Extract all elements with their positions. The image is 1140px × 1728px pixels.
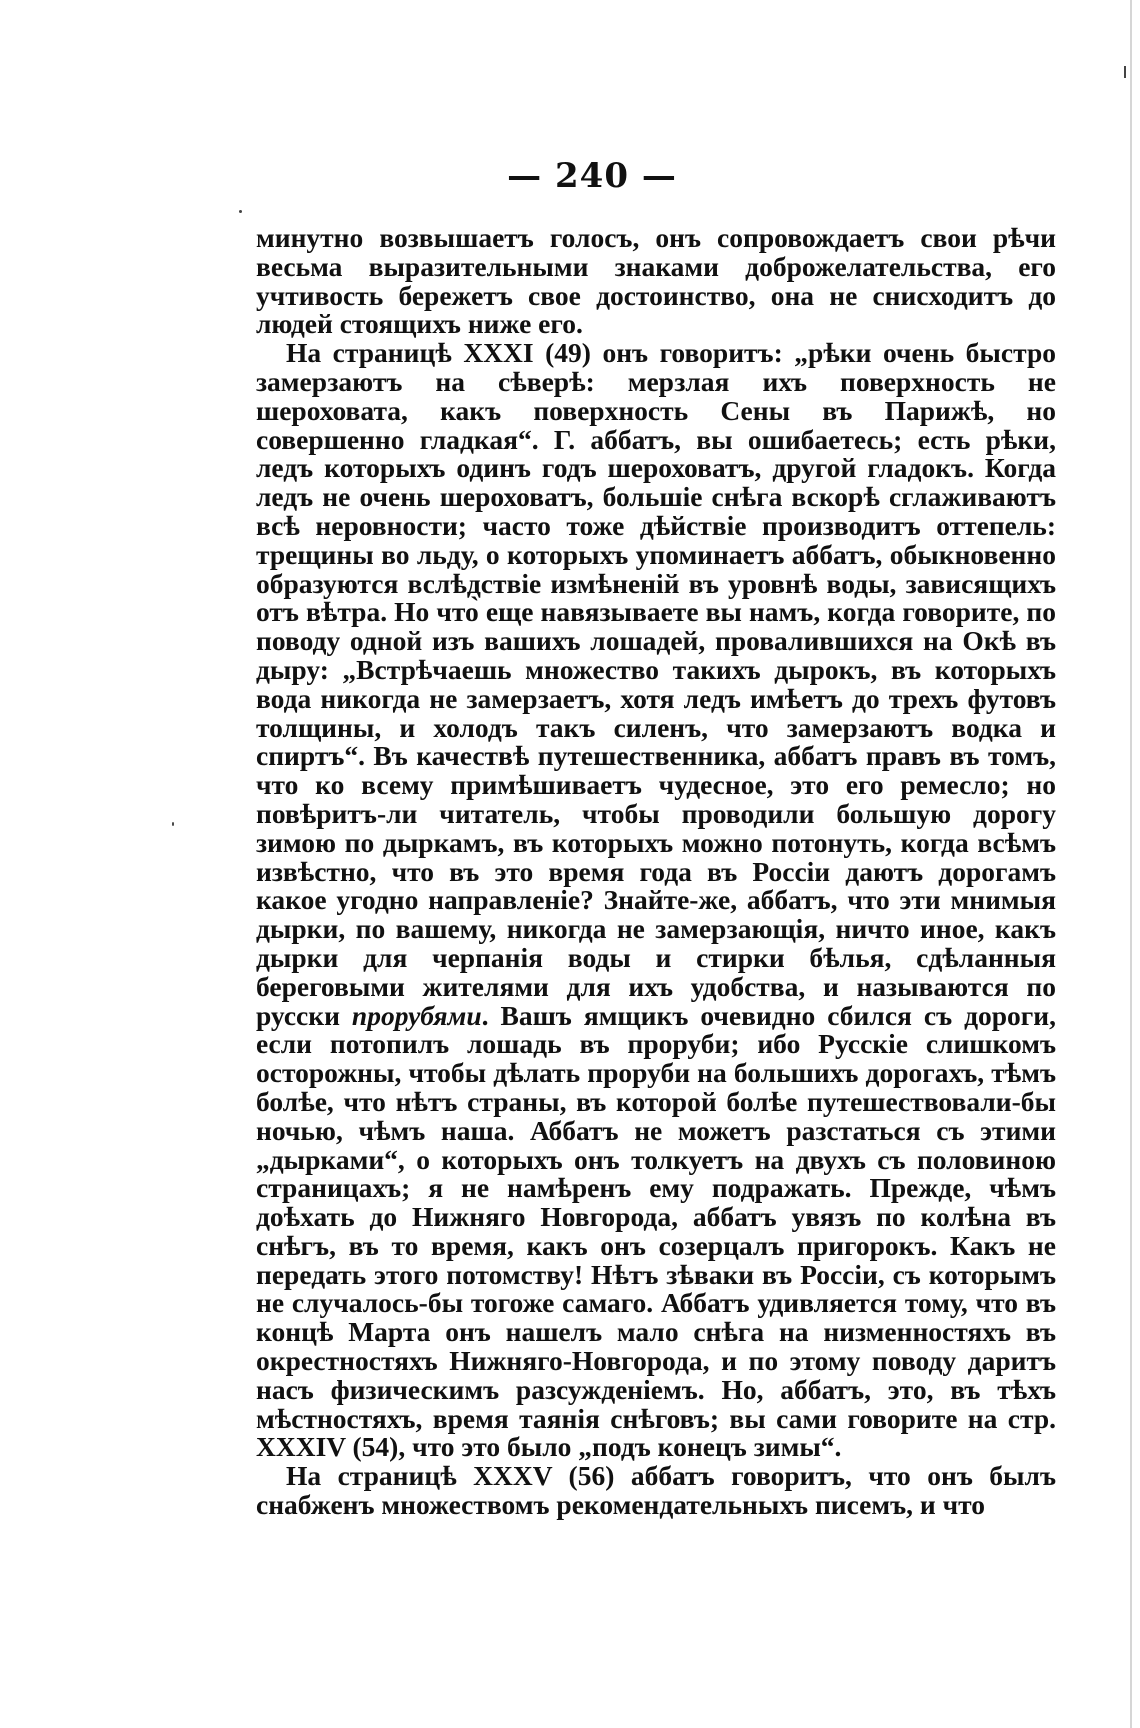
page-edge-shadow	[1130, 0, 1132, 1728]
paragraph-rivers	[256, 339, 1056, 1462]
paragraph-rivers-text-after: . Вашъ ямщикъ очевидно сбился съ дороги, если потопилъ лошадь въ проруби; ибо Русскіе слишкомъ осторожны, чтобы дѣлать проруби на большихъ дорогахъ, тѣмъ болѣе, что нѣтъ страны, въ которой болѣе путешествовали-бы ночью, чѣмъ наша. Аббатъ не можетъ разстаться съ этими „дырками“, о которыхъ онъ толкуетъ на двухъ съ половиною страницахъ; я не намѣренъ ему подражать. Прежде, чѣмъ доѣхать до Нижняго Новгорода, аббатъ увязъ по колѣна въ снѣгъ, въ то время, какъ онъ созерцалъ пригорокъ. Какъ не передать этого потомству! Нѣтъ зѣваки въ Россіи, съ которымъ не случалось-бы тогоже самаго. Аббатъ удивляется тому, что въ концѣ Марта онъ нашелъ мало снѣга на низменностяхъ въ окрестностяхъ Нижняго-Новгорода, и по этому поводу даритъ насъ физическимъ разсужденіемъ. Но, аббатъ, это, въ тѣхъ мѣстностяхъ, время таянія снѣговъ; вы сами говорите на стр. XXXIV (54), что это было „подъ конецъ зимы“.	[256, 999, 1057, 1463]
paragraph-letters: На страницѣ XXXV (56) аббатъ говоритъ, что онъ былъ снабженъ множествомъ рекомендательныхъ писемъ, и что	[256, 1460, 1056, 1521]
paragraph-rivers-text-before: На страницѣ XXXI (49) онъ говоритъ: „рѣки очень быстро замерзаютъ на сѣверѣ: мерзлая ихъ поверхность не шероховата, какъ поверхность Сены въ Парижѣ, но совершенно гладкая“. Г. аббатъ, вы ошибаетесь; есть рѣки, ледъ которыхъ одинъ годъ шероховатъ, другой гладокъ. Когда ледъ не очень шероховатъ, большіе снѣга вскорѣ сглаживаютъ всѣ неровности; часто тоже дѣйствіе производитъ оттепель: трещины во льду, о которыхъ упоминаетъ аббатъ, обыкновенно образуются вслѣдствіе измѣненій въ уровнѣ воды, зависящихъ отъ вѣтра. Но что̀ еще навязываете вы намъ, когда говорите, по поводу одной изъ вашихъ лошадей, провалившихся на Окѣ въ дыру: „Встрѣчаешь множество такихъ дырокъ, въ которыхъ вода никогда не замерзаетъ, хотя ледъ имѣетъ до трехъ футовъ толщины, и холодъ такъ силенъ, что замерзаютъ водка и спиртъ“. Въ качествѣ путешественника, аббатъ правъ въ томъ, что ко всему примѣшиваетъ чудесное, это его ремесло; но повѣритъ-ли читатель, чтобы проводили большую дорогу зимою по дыркамъ, въ которыхъ можно потонуть, когда всѣмъ извѣстно, что въ это время года въ Россіи даютъ дорогамъ какое угодно направленіе? Знайте-же, аббатъ, что эти мнимыя дырки, по вашему, никогда не замерзающія, ничто иное, какъ дырки для черпанія воды и стирки бѣлья, сдѣланныя береговыми жителями для ихъ удобства, и называются по русски	[256, 337, 1056, 1031]
body-text	[256, 224, 1056, 1520]
scan-speck	[172, 822, 174, 826]
emphasized-word: прорубями	[351, 999, 482, 1031]
scan-speck	[239, 210, 242, 213]
page-number: — 240 —	[507, 156, 677, 196]
page-edge-mark	[1124, 66, 1126, 78]
paragraph-continuation: минутно возвышаетъ голосъ, онъ сопровождаетъ свои рѣчи весьма выразительными знаками доброжелательства, его учтивость бережетъ свое достоинство, она не снисходитъ до людей стоящихъ ниже его.	[256, 222, 1056, 340]
